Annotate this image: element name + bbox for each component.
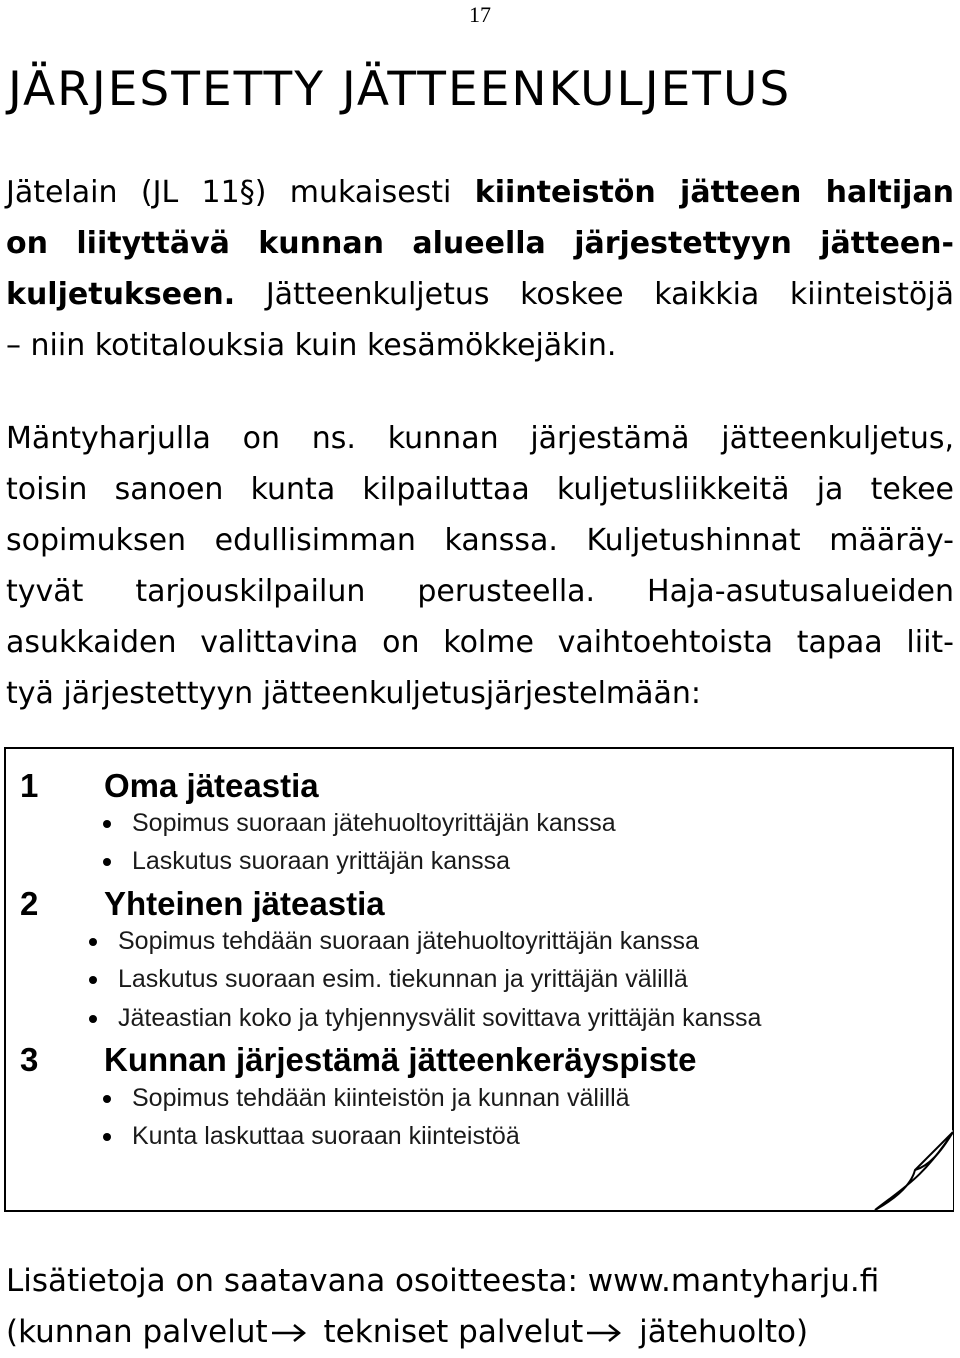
emphasis: on liityttävä kunnan alueella järjestettyyn jätteen- xyxy=(6,226,954,261)
options-box xyxy=(4,747,954,1212)
intro-line: – niin kotitalouksia kuin kesämökkejäkin. xyxy=(6,328,617,363)
body-line: toisin sanoen kunta kilpailuttaa kuljetusliikkeitä ja tekee xyxy=(6,472,954,507)
path-part: (kunnan palvelut xyxy=(6,1314,268,1350)
path-part: tekniset palvelut xyxy=(313,1314,584,1350)
path-part: jätehuolto) xyxy=(629,1314,809,1350)
option-3-bullet: Sopimus tehdään kiinteistön ja kunnan välillä xyxy=(132,1084,630,1113)
arrow-right-icon xyxy=(270,1322,308,1344)
bullet-icon xyxy=(103,1133,111,1141)
intro-line xyxy=(6,218,954,269)
option-3-bullet: Kunta laskuttaa suoraan kiinteistöä xyxy=(132,1122,520,1151)
bullet-icon xyxy=(103,858,111,866)
option-1-bullet: Sopimus suoraan jätehuoltoyrittäjän kanssa xyxy=(132,809,616,838)
bullet-icon xyxy=(89,938,97,946)
option-2-bullet: Sopimus tehdään suoraan jätehuoltoyrittäjän kanssa xyxy=(118,927,699,956)
body-paragraph xyxy=(6,413,954,719)
intro-paragraph xyxy=(6,167,954,371)
emphasis: kiinteistön jätteen haltijan xyxy=(474,175,954,210)
body-line: tyvät tarjouskilpailun perusteella. Haja-asutusalueiden xyxy=(6,574,954,609)
navigation-path xyxy=(6,1314,808,1350)
arrow-right-icon xyxy=(585,1322,623,1344)
option-2-bullet: Laskutus suoraan esim. tiekunnan ja yrittäjän välillä xyxy=(118,965,688,994)
body-line: sopimuksen edullisimman kanssa. Kuljetushinnat määräy- xyxy=(6,523,954,558)
emphasis: kuljetukseen. xyxy=(6,277,236,312)
option-number: 2 xyxy=(20,885,39,922)
page-title: JÄRJESTETTY JÄTTEENKULJETUS xyxy=(8,62,792,117)
option-label: Kunnan järjestämä jätteenkeräyspiste xyxy=(104,1041,697,1078)
more-info-line: Lisätietoja on saatavana osoitteesta: www.mantyharju.fi xyxy=(6,1263,880,1299)
body-line: asukkaiden valittavina on kolme vaihtoehtoista tapaa liit- xyxy=(6,625,954,660)
page-curl-icon xyxy=(873,1130,953,1210)
body-line: tyä järjestettyyn jätteenkuljetusjärjestelmään: xyxy=(6,676,702,711)
page-number: 17 xyxy=(469,2,491,27)
option-label: Yhteinen jäteastia xyxy=(104,885,385,922)
bullet-icon xyxy=(103,1095,111,1103)
option-number: 1 xyxy=(20,767,39,804)
intro-line: Jätelain (JL 11§) mukaisesti kiinteistön jätteen haltijan xyxy=(6,175,954,210)
bullet-icon xyxy=(89,1015,97,1023)
body-line: Mäntyharjulla on ns. kunnan järjestämä jätteenkuljetus, xyxy=(6,421,954,456)
bullet-icon xyxy=(103,820,111,828)
option-2-bullet: Jäteastian koko ja tyhjennysvälit sovittava yrittäjän kanssa xyxy=(118,1004,761,1033)
option-number: 3 xyxy=(20,1041,39,1078)
option-label: Oma jäteastia xyxy=(104,767,319,804)
bullet-icon xyxy=(89,976,97,984)
option-1-bullet: Laskutus suoraan yrittäjän kanssa xyxy=(132,847,510,876)
intro-line: kuljetukseen. Jätteenkuljetus koskee kaikkia kiinteistöjä xyxy=(6,277,954,312)
